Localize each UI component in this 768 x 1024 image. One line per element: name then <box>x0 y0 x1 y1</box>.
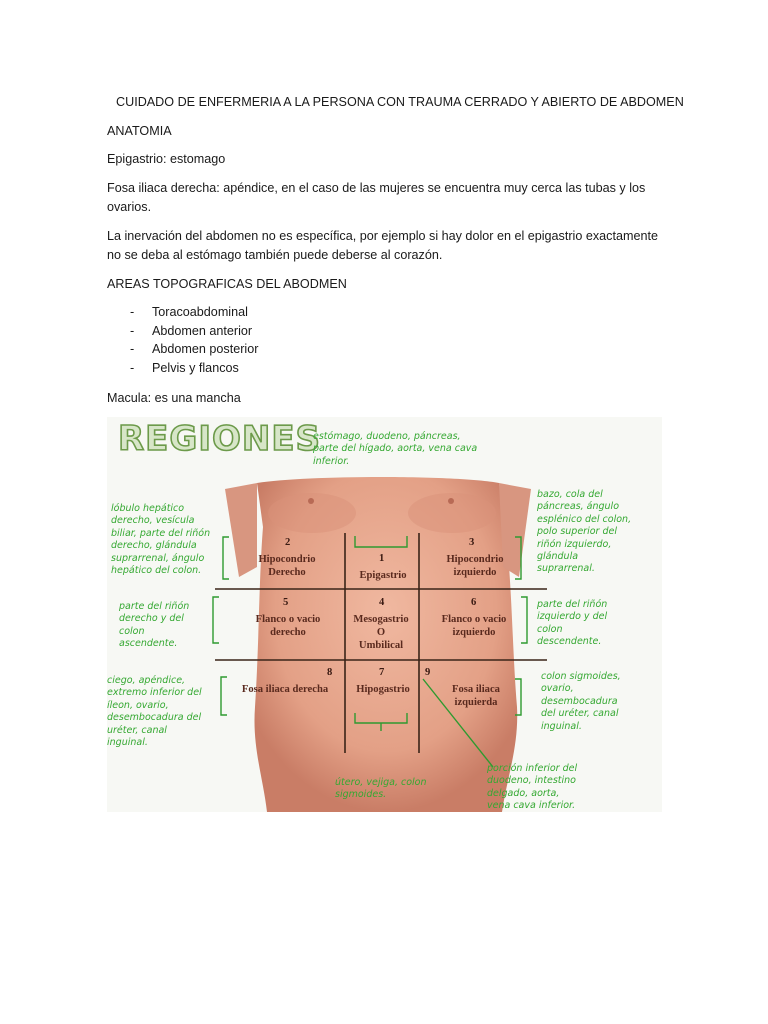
region-label-flanco-derecho: Flanco o vacio derecho <box>255 614 321 638</box>
note-flanco-izquierdo-organs: parte del riñón izquierdo y del colon descendente. <box>537 599 608 648</box>
list-item <box>130 303 258 322</box>
areas-heading: AREAS TOPOGRAFICAS DEL ABODMEN <box>107 277 347 291</box>
paragraph-inervacion: La inervación del abdomen no es específica, por ejemplo si hay dolor en el epigastrio exactamente no se deba al estómago también puede deberse al corazón. <box>107 229 658 262</box>
list-item-label: Abdomen anterior <box>152 323 253 338</box>
region-number: 5 <box>283 597 289 608</box>
region-label-fosa-iliaca-izquierda: Fosa iliaca izquierda <box>452 684 500 708</box>
figure-title: REGIONES <box>118 419 322 459</box>
paragraph-fosa-iliaca: Fosa iliaca derecha: apéndice, en el caso de las mujeres se encuentra muy cerca las tubas y los ovarios. <box>107 181 646 214</box>
region-label-mesogastrio: Mesogastrio O Umbilical <box>353 614 409 651</box>
region-label-flanco-izquierdo: Flanco o vacio izquierdo <box>441 614 507 638</box>
bullet-dash: - <box>130 342 135 357</box>
region-number: 7 <box>379 667 385 678</box>
section-heading-anatomia: ANATOMIA <box>107 124 172 138</box>
note-fosa-iliaca-derecha-organs: ciego, apéndice, extremo inferior del íleon, ovario, desembocadura del uréter, canal inguinal. <box>107 675 202 749</box>
region-number: 1 <box>379 553 385 564</box>
region-label-hipocondrio-izquierdo: Hipocondrio izquierdo <box>446 554 504 578</box>
list-item <box>130 322 258 341</box>
region-number: 9 <box>425 667 431 678</box>
note-mesogastrio-organs: porción inferior del duodeno, intestino delgado, aorta, vena cava inferior. <box>487 763 578 812</box>
list-item <box>130 340 258 359</box>
list-item-label: Abdomen posterior <box>152 342 259 357</box>
list-item-label: Toracoabdominal <box>152 305 248 319</box>
note-hipocondrio-derecho-organs: lóbulo hepático derecho, vesícula biliar, parte del riñón derecho, glándula suprarrenal, ángulo hepático del colon. <box>111 503 211 577</box>
paragraph-epigastrio: Epigastrio: estomago <box>107 152 226 166</box>
list-item-label: Pelvis y flancos <box>152 360 239 375</box>
region-number: 8 <box>327 667 333 678</box>
note-hipogastrio-organs: útero, vejiga, colon sigmoides. <box>335 777 427 801</box>
region-label-hipogastrio: Hipogastrio <box>356 684 410 695</box>
list-item <box>130 359 258 378</box>
note-epigastrio-organs: estómago, duodeno, páncreas, parte del hígado, aorta, vena cava inferior. <box>313 431 478 467</box>
region-number: 4 <box>379 597 385 608</box>
region-number: 6 <box>471 597 477 608</box>
paragraph-macula: Macula: es una mancha <box>107 391 241 405</box>
region-number: 2 <box>285 537 291 548</box>
bullet-dash: - <box>130 360 135 375</box>
note-hipocondrio-izquierdo-organs: bazo, cola del páncreas, ángulo esplénico del colon, polo superior del riñón izquierdo, glándula suprarrenal. <box>537 489 632 575</box>
bullet-dash: - <box>130 305 135 319</box>
areas-list <box>130 303 258 377</box>
region-number: 3 <box>469 537 475 548</box>
document-title: CUIDADO DE ENFERMERIA A LA PERSONA CON TRAUMA CERRADO Y ABIERTO DE ABDOMEN <box>116 95 684 109</box>
region-label-epigastrio: Epigastrio <box>359 570 407 581</box>
note-fosa-iliaca-izquierda-organs: colon sigmoides, ovario, desembocadura del uréter, canal inguinal. <box>541 671 621 732</box>
region-label-fosa-iliaca-derecha: Fosa iliaca derecha <box>241 684 329 695</box>
note-flanco-derecho-organs: parte del riñón derecho y del colon ascendente. <box>119 601 190 650</box>
region-label-hipocondrio-derecho: Hipocondrio Derecho <box>258 554 316 578</box>
bullet-dash: - <box>130 323 135 338</box>
abdomen-regions-figure <box>107 417 662 812</box>
